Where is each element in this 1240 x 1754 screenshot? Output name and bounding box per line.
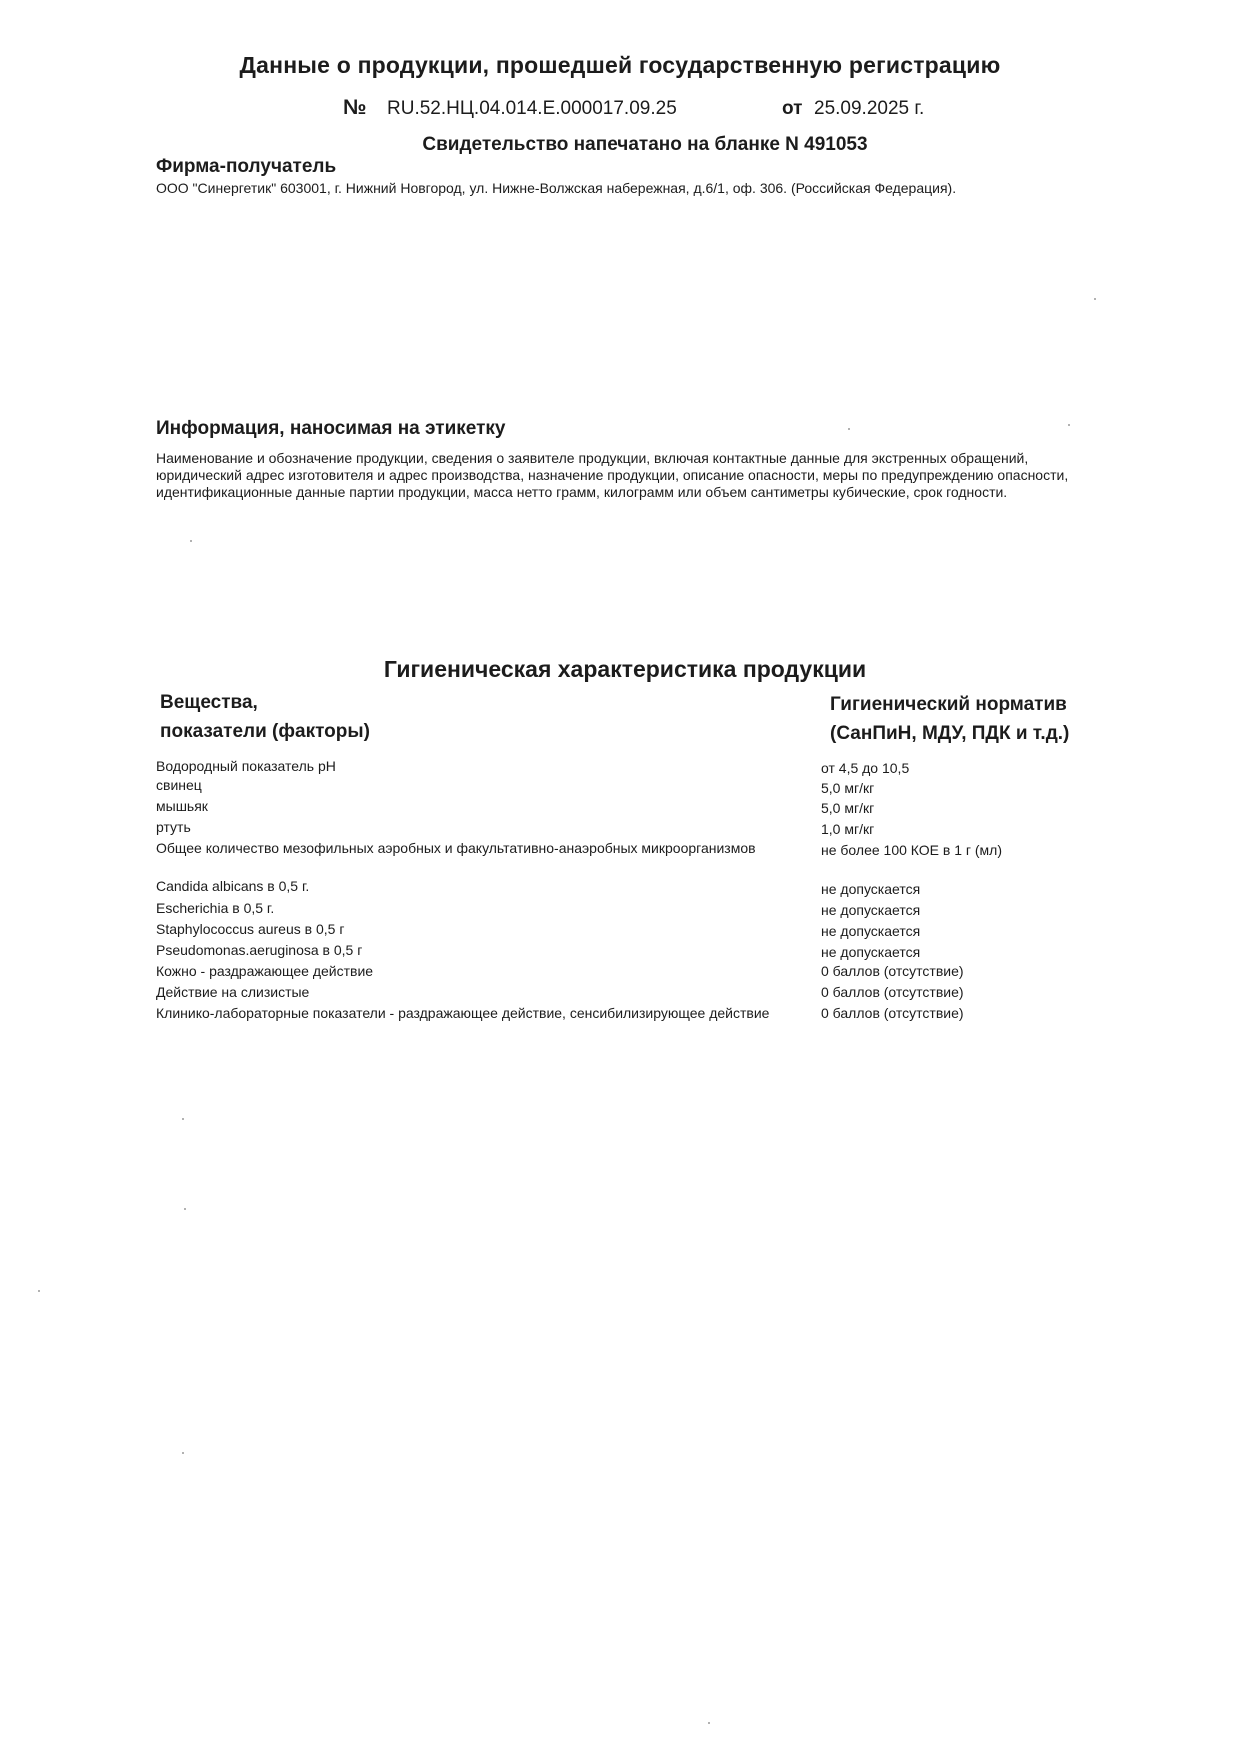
certificate-blank-number: Свидетельство напечатано на бланке N 491053 — [422, 134, 868, 155]
row-norm: не допускается — [821, 944, 921, 960]
row-parameter: Pseudomonas.aeruginosa в 0,5 г — [156, 942, 363, 958]
row-norm: не допускается — [821, 923, 921, 939]
scan-speck — [190, 540, 192, 542]
row-norm: 1,0 мг/кг — [821, 821, 875, 837]
registration-number-label: № — [343, 96, 367, 119]
row-norm: 0 баллов (отсутствие) — [821, 1005, 964, 1021]
row-parameter: Действие на слизистые — [156, 984, 310, 1000]
column-header-norm-line2: (СанПиН, МДУ, ПДК и т.д.) — [830, 723, 1070, 744]
row-norm: не допускается — [821, 881, 921, 897]
row-parameter: ртуть — [156, 819, 191, 835]
row-norm: от 4,5 до 10,5 — [821, 760, 910, 776]
scan-speck — [184, 1208, 186, 1210]
scan-speck — [708, 1722, 710, 1724]
column-header-norm — [830, 690, 1069, 748]
row-parameter: Staphylococcus aureus в 0,5 г — [156, 921, 345, 937]
row-parameter: Кожно - раздражающее действие — [156, 963, 374, 979]
row-parameter: Escherichia в 0,5 г. — [156, 900, 275, 916]
row-norm: 5,0 мг/кг — [821, 780, 875, 796]
recipient-heading: Фирма-получатель — [156, 156, 337, 177]
hygiene-title: Гигиеническая характеристика продукции — [383, 656, 867, 682]
column-header-substances — [160, 688, 370, 746]
recipient-text: ООО "Синергетик" 603001, г. Нижний Новгород, ул. Нижне-Волжская набережная, д.6/1, оф. 306. (Российская Федерация). — [156, 180, 957, 196]
row-norm: не более 100 КОЕ в 1 г (мл) — [821, 842, 1003, 858]
row-parameter: Водородный показатель pH — [156, 758, 336, 774]
document-title: Данные о продукции, прошедшей государственную регистрацию — [239, 52, 1001, 78]
row-norm: 5,0 мг/кг — [821, 800, 875, 816]
row-norm: 0 баллов (отсутствие) — [821, 963, 964, 979]
scan-speck — [182, 1452, 184, 1454]
label-info-heading: Информация, наносимая на этикетку — [156, 418, 506, 439]
row-parameter: Клинико-лабораторные показатели - раздражающее действие, сенсибилизирующее действие — [156, 1005, 770, 1021]
scan-speck — [848, 428, 850, 430]
row-parameter: мышьяк — [156, 798, 208, 814]
row-parameter: свинец — [156, 777, 202, 793]
column-header-substances-line1: Вещества, — [160, 692, 258, 713]
registration-date-label: от — [782, 98, 803, 119]
registration-number: RU.52.НЦ.04.014.Е.000017.09.25 — [387, 98, 677, 119]
row-parameter: Общее количество мезофильных аэробных и факультативно-анаэробных микроорганизмов — [156, 840, 756, 856]
column-header-substances-line2: показатели (факторы) — [160, 721, 370, 742]
registration-date: 25.09.2025 г. — [814, 98, 925, 119]
scan-speck — [1068, 424, 1070, 426]
scan-speck — [38, 1290, 40, 1292]
scan-speck — [182, 1118, 184, 1120]
label-info-text: Наименование и обозначение продукции, сведения о заявителе продукции, включая контактные данные для экстренных обращений, юридический адрес изготовителя и адрес производства, назначение продукции, описание опасности, меры по предупреждению опасности, идентификационные данные партии продукции, масса нетто грамм, килограмм или объем сантиметры кубические, срок годности. — [156, 450, 1069, 500]
row-norm: не допускается — [821, 902, 921, 918]
scan-speck — [1094, 298, 1096, 300]
row-parameter: Candida albicans в 0,5 г. — [156, 878, 310, 894]
column-header-norm-line1: Гигиенический норматив — [830, 694, 1067, 715]
row-norm: 0 баллов (отсутствие) — [821, 984, 964, 1000]
